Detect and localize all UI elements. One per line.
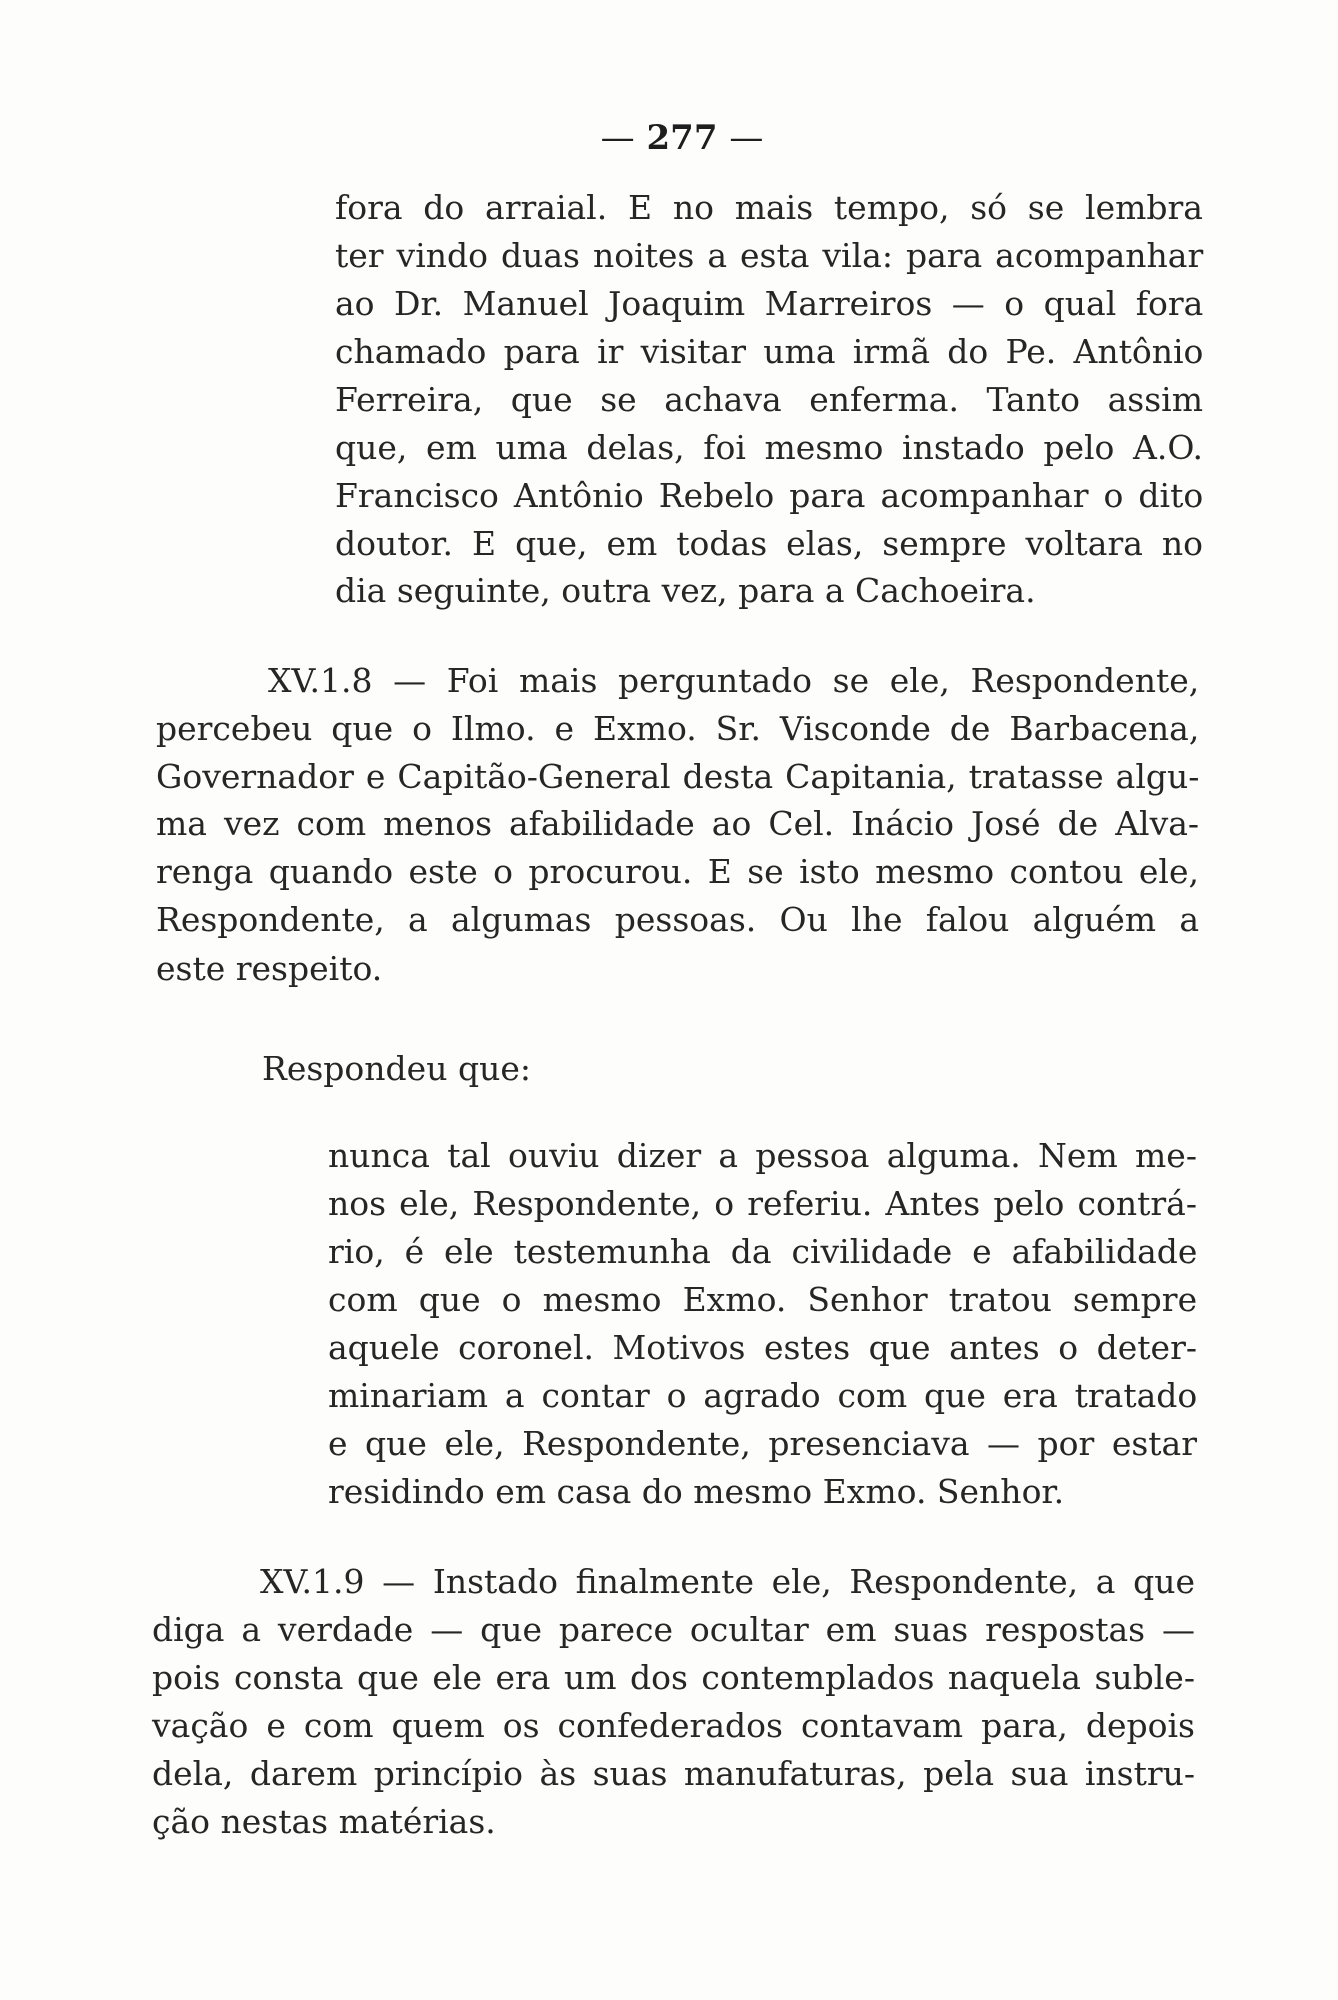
text-line: com que o mesmo Exmo. Senhor tratou sempre [328, 1280, 1198, 1319]
text-line: Governador e Capitão-General desta Capitania, tratasse algu- [156, 757, 1200, 796]
text-line: Respondente, a algumas pessoas. Ou lhe falou alguém a [156, 900, 1199, 939]
text-line: dia seguinte, outra vez, para a Cachoeira. [335, 571, 1036, 610]
text-line: fora do arraial. E no mais tempo, só se lembra [335, 188, 1203, 227]
text-line: ter vindo duas noites a esta vila: para acompanhar [335, 236, 1204, 275]
text-line: Ferreira, que se achava enferma. Tanto assim [335, 380, 1203, 419]
text-line: percebeu que o Ilmo. e Exmo. Sr. Visconde de Barbacena, [156, 709, 1200, 748]
text-line: dela, darem princípio às suas manufaturas, pela sua instru- [152, 1754, 1196, 1793]
text-line: diga a verdade — que parece ocultar em suas respostas — [152, 1610, 1195, 1649]
text-line: vação e com quem os confederados contavam para, depois [152, 1706, 1195, 1745]
text-line: rio, é ele testemunha da civilidade e afabilidade [328, 1232, 1198, 1271]
text-line: e que ele, Respondente, presenciava — por estar [328, 1424, 1197, 1463]
text-line: renga quando este o procurou. E se isto mesmo contou ele, [156, 852, 1199, 891]
text-line: chamado para ir visitar uma irmã do Pe. Antônio [335, 332, 1204, 371]
question-first-line: XV.1.9 — Instado finalmente ele, Respondente, a que [260, 1562, 1195, 1601]
text-line: residindo em casa do mesmo Exmo. Senhor. [328, 1472, 1065, 1511]
text-line: este respeito. [156, 949, 383, 988]
page-number [560, 118, 804, 158]
text-line: doutor. E que, em todas elas, sempre voltara no [335, 524, 1204, 563]
text-line: que, em uma delas, foi mesmo instado pelo A.O. [335, 428, 1203, 467]
text-line: nos ele, Respondente, o referiu. Antes pelo contrá- [328, 1184, 1197, 1223]
answer-label: Respondeu que: [262, 1049, 531, 1088]
text-line: pois consta que ele era um dos contemplados naquela suble- [152, 1658, 1195, 1697]
text-line: minariam a contar o agrado com que era tratado [328, 1376, 1198, 1415]
page-number-dash-left: — [600, 118, 635, 158]
text-line: aquele coronel. Motivos estes que antes o deter- [328, 1328, 1197, 1367]
page-number-value: 277 [646, 118, 718, 158]
text-line: ma vez com menos afabilidade ao Cel. Inácio José de Alva- [156, 804, 1200, 843]
text-line: ao Dr. Manuel Joaquim Marreiros — o qual fora [335, 284, 1204, 323]
text-line: nunca tal ouviu dizer a pessoa alguma. Nem me- [328, 1136, 1197, 1175]
text-line: ção nestas matérias. [152, 1802, 496, 1841]
text-line: Francisco Antônio Rebelo para acompanhar o dito [335, 476, 1204, 515]
page-number-dash-right: — [729, 118, 764, 158]
question-first-line: XV.1.8 — Foi mais perguntado se ele, Respondente, [268, 661, 1200, 700]
